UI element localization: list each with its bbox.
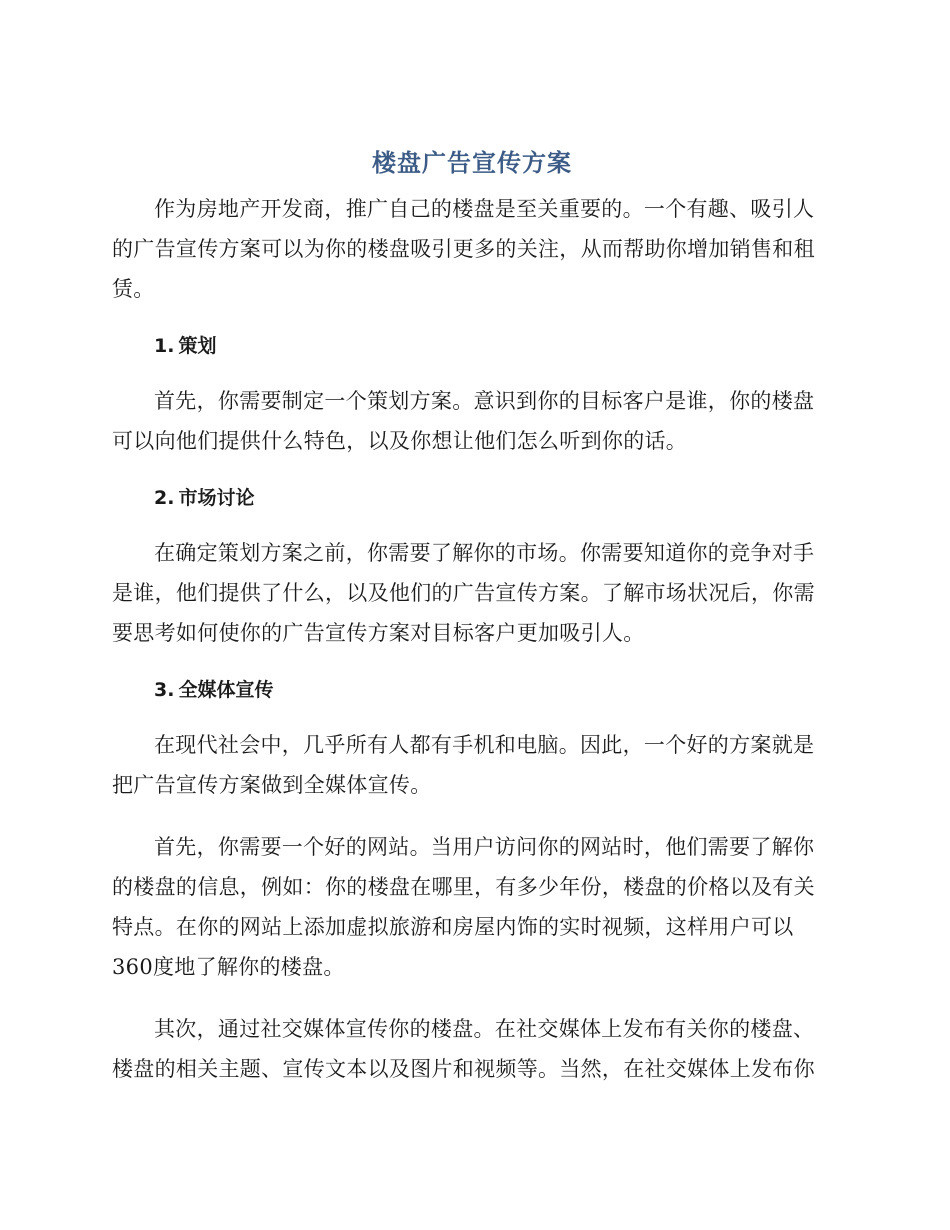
section-heading-media (154, 675, 832, 705)
section-heading-market (154, 483, 832, 513)
intro-paragraph: 作为房地产开发商，推广自己的楼盘是至关重要的。一个有趣、吸引人的广告宣传方案可以为你的楼盘吸引更多的关注，从而帮助你增加销售和租赁。 (112, 197, 815, 301)
section-title: 策划 (178, 335, 217, 357)
section-number: 2. (154, 487, 175, 509)
media-paragraph-3: 其次，通过社交媒体宣传你的楼盘。在社交媒体上发布有关你的楼盘、楼盘的相关主题、宣传文本以及图片和视频等。当然，在社交媒体上发布你 (112, 1017, 815, 1081)
media-paragraph-1: 在现代社会中，几乎所有人都有手机和电脑。因此，一个好的方案就是把广告宣传方案做到全媒体宣传。 (112, 733, 815, 797)
section-number: 1. (154, 335, 175, 357)
section-number: 3. (154, 679, 175, 701)
section-heading-planning (154, 331, 832, 361)
market-paragraph: 在确定策划方案之前，你需要了解你的市场。你需要知道你的竞争对手是谁，他们提供了什么，以及他们的广告宣传方案。了解市场状况后，你需要思考如何使你的广告宣传方案对目标客户更加吸引人。 (112, 541, 815, 645)
section-title: 全媒体宣传 (178, 679, 274, 701)
media-paragraph-2: 首先，你需要一个好的网站。当用户访问你的网站时，他们需要了解你的楼盘的信息，例如：你的楼盘在哪里，有多少年份，楼盘的价格以及有关特点。在你的网站上添加虚拟旅游和房屋内饰的实时视频，这样用户可以360度地了解你的楼盘。 (112, 835, 815, 979)
document-title: 楼盘广告宣传方案 (372, 149, 572, 177)
planning-paragraph: 首先，你需要制定一个策划方案。意识到你的目标客户是谁，你的楼盘可以向他们提供什么特色，以及你想让他们怎么听到你的话。 (112, 389, 815, 453)
section-title: 市场讨论 (178, 487, 255, 509)
